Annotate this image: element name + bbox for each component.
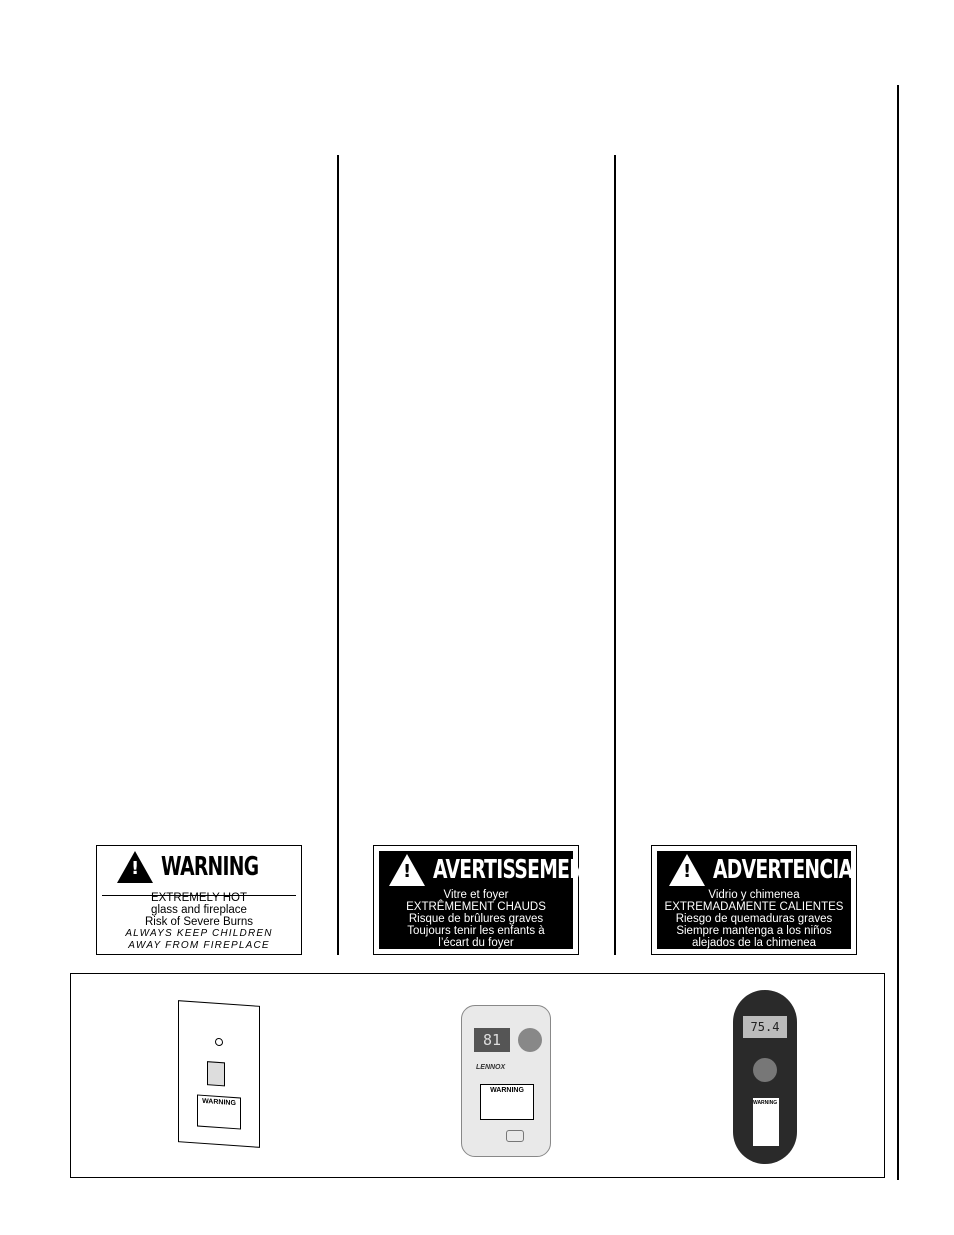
- label-line: Siempre mantenga a los niños: [676, 925, 832, 937]
- remote-display: 75.4: [743, 1016, 787, 1038]
- warning-triangle-icon: !: [669, 854, 705, 886]
- label-heading: WARNING: [161, 852, 259, 882]
- screw-icon: [215, 1038, 223, 1047]
- wall-thermostat-illustration: [461, 1005, 551, 1157]
- thermostat-display: 81: [474, 1028, 510, 1052]
- thermostat-switch-icon: [506, 1130, 524, 1142]
- page-margin-rule: [897, 85, 899, 1180]
- label-line: EXTREMELY HOT: [150, 892, 248, 904]
- label-heading: AVERTISSEMENT: [433, 855, 597, 885]
- label-italic-line: AWAY FROM FIREPLACE: [128, 940, 270, 951]
- label-line: glass and fireplace: [151, 904, 247, 916]
- warning-triangle-icon: !: [117, 851, 153, 883]
- switch-toggle-icon: [207, 1061, 225, 1086]
- warning-label-spanish: [651, 845, 857, 955]
- label-line: Vitre et foyer: [443, 889, 509, 901]
- label-heading: ADVERTENCIA: [713, 855, 853, 885]
- label-line: Riesgo de quemaduras graves: [675, 913, 833, 925]
- label-line: alejados de la chimenea: [691, 937, 817, 949]
- label-line: Risk of Severe Burns: [144, 916, 253, 928]
- label-line: Toujours tenir les enfants à: [407, 925, 545, 937]
- handheld-remote-illustration: [733, 990, 797, 1164]
- switch-warning-sticker: WARNING: [197, 1094, 241, 1129]
- wall-switch-illustration: [178, 1000, 260, 1148]
- label-italic-line: ALWAYS KEEP CHILDREN: [125, 928, 273, 939]
- warning-label-english: [96, 845, 302, 955]
- warning-label-french: [373, 845, 597, 955]
- label-line: l’écart du foyer: [438, 937, 514, 949]
- thermostat-knob-icon: [518, 1028, 542, 1052]
- column-divider-2: [614, 155, 616, 955]
- label-line: Vidrio y chimenea: [708, 889, 800, 901]
- label-line: EXTRÊMEMENT CHAUDS: [406, 901, 546, 913]
- label-line: EXTREMADAMENTE CALIENTES: [664, 901, 844, 913]
- warning-triangle-icon: !: [389, 854, 425, 886]
- label-line: Risque de brûlures graves: [408, 913, 544, 925]
- remote-warning-sticker: WARNING: [753, 1098, 779, 1146]
- thermostat-warning-sticker: WARNING: [480, 1084, 534, 1120]
- thermostat-brand: LENNOX: [476, 1064, 506, 1071]
- remote-button-icon: [753, 1058, 777, 1082]
- column-divider-1: [337, 155, 339, 955]
